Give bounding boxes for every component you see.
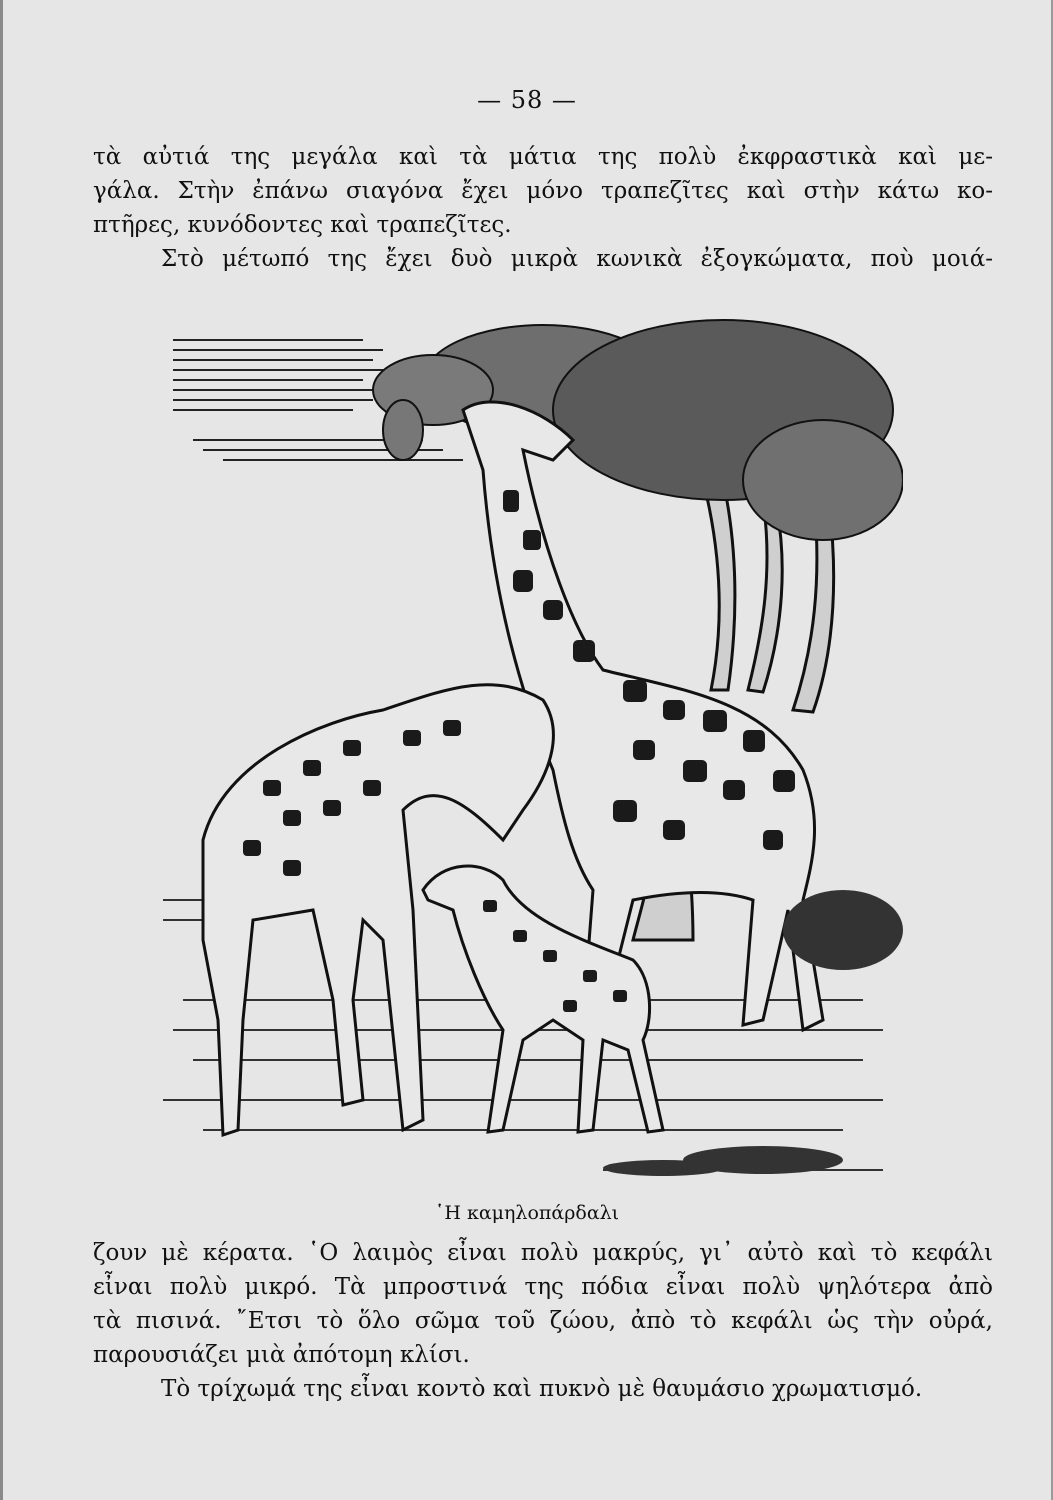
- figure-caption: ῾Η καμηλοπάρδαλι: [434, 1202, 620, 1224]
- text-line-1: τὰ αὐτιά της μεγάλα καὶ τὰ μάτια της πολὺ ἐκφραστικὰ καὶ με-: [93, 144, 993, 170]
- text-line-5: ζουν μὲ κέρατα. ῾Ο λαιμὸς εἶναι πολὺ μακρύς, γι᾽ αὐτὸ καὶ τὸ κεφάλι: [93, 1240, 993, 1266]
- text-line-7: τὰ πισινά. ῎Ετσι τὸ ὅλο σῶμα τοῦ ζώου, ἀπὸ τὸ κεφάλι ὡς τὴν οὐρά,: [93, 1308, 993, 1334]
- bottom-paragraph: [93, 1236, 993, 1406]
- text-line-8: παρουσιάζει μιὰ ἀπότομη κλίσι.: [93, 1342, 470, 1368]
- text-line-9: Τὸ τρίχωμά της εἶναι κοντὸ καὶ πυκνὸ μὲ θαυμάσιο χρωματισμό.: [161, 1376, 923, 1402]
- text-line-2: γάλα. Στὴν ἐπάνω σιαγόνα ἔχει μόνο τραπεζῖτες καὶ στὴν κάτω κο-: [93, 178, 993, 204]
- text-line-3: πτῆρες, κυνόδοντες καὶ τραπεζῖτες.: [93, 212, 512, 238]
- giraffe-illustration: [163, 300, 903, 1180]
- top-paragraph: [93, 140, 993, 276]
- text-line-4: Στὸ μέτωπό της ἔχει δυὸ μικρὰ κωνικὰ ἐξογκώματα, ποὺ μοιά-: [161, 246, 993, 272]
- text-line-6: εἶναι πολὺ μικρό. Τὰ μπροστινά της πόδια εἶναι πολὺ ψηλότερα ἀπὸ: [93, 1274, 993, 1300]
- page-number: — 58 —: [477, 86, 577, 114]
